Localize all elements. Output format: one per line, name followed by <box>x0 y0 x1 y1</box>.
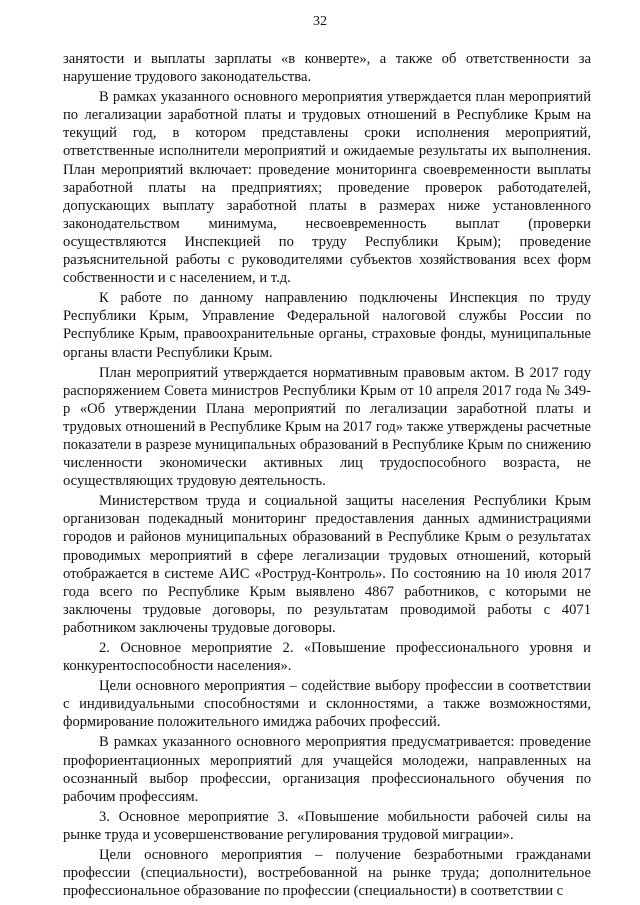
paragraph-5: Министерством труда и социальной защиты населения Республики Крым организован подекадный мониторинг предоставления данных администрациями городов и районов муниципальных образований в Республике Крым о результатах проводимых мероприятий в сфере легализации трудовых отношений, который отображается в системе АИС «Роструд-Контроль». По состоянию на 10 июля 2017 года всего по Республике Крым выявлено 4867 работников, с которыми не заключены трудовые договоры, по результатам проводимой работы с 4071 работником заключены трудовые договоры. <box>63 493 591 636</box>
paragraph-8: В рамках указанного основного мероприятия предусматривается: проведение профориентационных мероприятий для учащейся молодежи, направленных на осознанный выбор профессии, организация профессионального обучения по рабочим профессиям. <box>63 734 591 805</box>
paragraph-9: 3. Основное мероприятие 3. «Повышение мобильности рабочей силы на рынке труда и усовершенствование регулирования трудовой миграции». <box>63 808 591 843</box>
paragraph-6: 2. Основное мероприятие 2. «Повышение профессионального уровня и конкурентоспособности населения». <box>63 640 591 675</box>
paragraph-2: В рамках указанного основного мероприятия утверждается план мероприятий по легализации заработной платы и трудовых отношений в Республике Крым на текущий год, в котором представлены сроки исполнения мероприятий, ответственные исполнители мероприятий и ожидаемые результаты их выполнения. План мероприятий включает: проведение мониторинга своевременности выплаты заработной платы на предприятиях; проведение проверок работодателей, допускающих выплату заработной платы в размерах ниже установленного законодательством минимума, несвоевременность выплат (проверки осуществляются Инспекцией по труду Республики Крым); проведение разъяснительной работы с руководителями субъектов хозяйствования всех форм собственности и с населением, и т.д. <box>63 89 591 287</box>
page-number: 32 <box>313 14 327 29</box>
paragraph-4: План мероприятий утверждается нормативным правовым актом. В 2017 году распоряжением Совета министров Республики Крым от 10 апреля 2017 года № 349-р «Об утверждении Плана мероприятий по легализации заработной платы и трудовых отношений в Республике Крым на 2017 год» также утверждены расчетные показатели в разрезе муниципальных образований в Республике Крым по снижению численности экономически активных лиц трудоспособного возраста, не осуществляющих трудовую деятельность. <box>63 364 591 490</box>
paragraph-10: Цели основного мероприятия – получение безработными гражданами профессии (специальности), востребованной на рынке труда; дополнительное профессиональное образование по профессии (специальности) в соответствии с <box>63 847 591 900</box>
paragraph-7: Цели основного мероприятия – содействие выбору профессии в соответствии с индивидуальными способностями и склонностями, а также возможностями, формирование положительного имиджа рабочих профессий. <box>63 678 591 731</box>
paragraph-1: занятости и выплаты зарплаты «в конверте», а также об ответственности за нарушение трудового законодательства. <box>63 51 591 86</box>
paragraph-3: К работе по данному направлению подключены Инспекция по труду Республики Крым, Управление Федеральной налоговой службы России по Республике Крым, правоохранительные органы, страховые фонды, муниципальные органы власти Республики Крым. <box>63 290 591 361</box>
document-body <box>63 50 591 902</box>
